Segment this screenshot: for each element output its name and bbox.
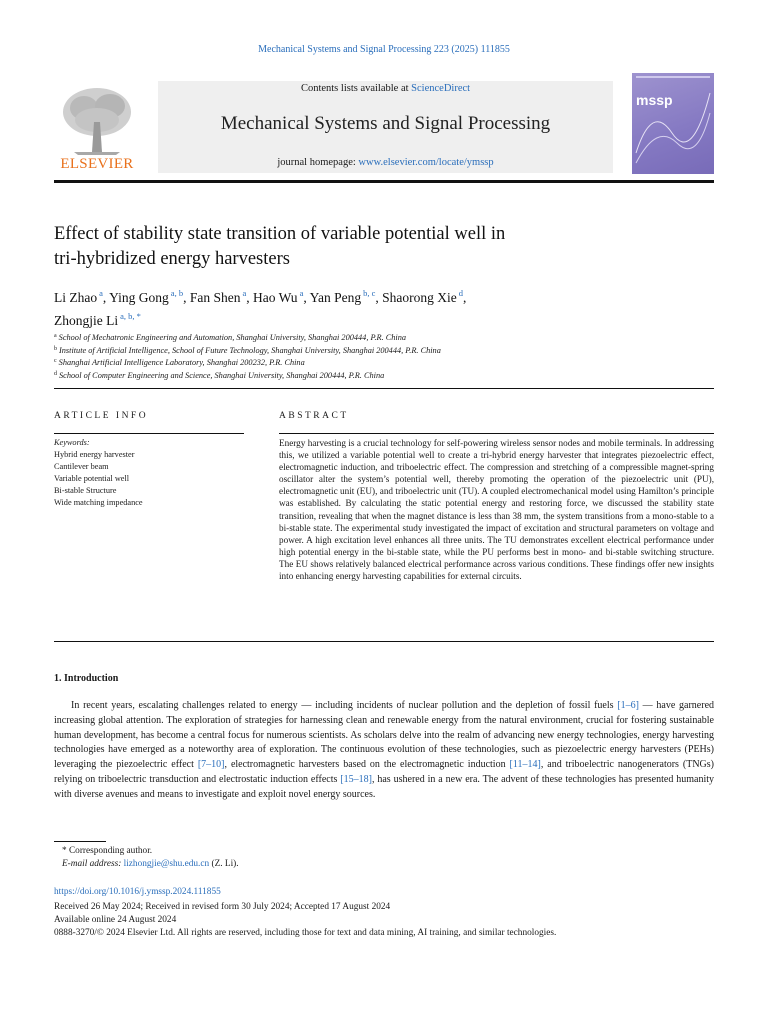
homepage-prefix: journal homepage: (277, 157, 356, 168)
keyword-item: Cantilever beam (54, 462, 109, 471)
intro-text: , and triboelectric nanogenerators (TNGs) relying on triboelectric transduction and electrostatic induction effects (54, 759, 714, 785)
keyword-item: Bi-stable Structure (54, 486, 117, 495)
intro-text: In recent years, escalating challenges related to energy — including incidents of nuclear pollution and the depletion of fossil fuels (71, 700, 614, 711)
affiliation-text: Shanghai Artificial Intelligence Laboratory, Shanghai 200232, P.R. China (58, 358, 305, 368)
received-dates: Received 26 May 2024; Received in revised form 30 July 2024; Accepted 17 August 2024 (54, 902, 391, 912)
citation-link[interactable]: [11–14] (509, 759, 541, 771)
keyword-item: Variable potential well (54, 474, 130, 483)
author-name[interactable]: Li Zhao (54, 290, 98, 305)
article-info-divider (54, 433, 244, 434)
intro-text: , electromagnetic harvesters based on the electromagnetic induction (224, 759, 510, 771)
homepage-line (158, 157, 613, 168)
author-name[interactable]: Fan Shen (189, 290, 241, 305)
affiliation-mark: a (54, 333, 57, 339)
available-online: Available online 24 August 2024 (54, 915, 177, 925)
keywords-block (54, 437, 244, 509)
author-name[interactable]: Hao Wu (252, 290, 298, 305)
author-affiliation-mark[interactable]: b, c (363, 288, 376, 298)
author-affiliation-mark[interactable]: a, b (170, 288, 184, 298)
introduction-paragraph (54, 699, 714, 803)
title-line-2: tri-hybridized energy harvesters (54, 249, 290, 269)
affiliation-text: Institute of Artificial Intelligence, School of Future Technology, Shanghai University, Shanghai 200444, P.R. China (59, 345, 441, 355)
sciencedirect-link[interactable]: ScienceDirect (411, 83, 471, 94)
article-info-heading: ARTICLE INFO (54, 411, 149, 421)
affiliation-text: School of Computer Engineering and Science, Shanghai University, Shanghai 200444, P.R. China (59, 371, 385, 381)
intro-text: , has ushered in a new era. The advent of these technologies has presented humanity with diverse avenues and means to investigate and exploit novel energy sources. (54, 773, 715, 800)
abstract-bottom-divider (54, 641, 714, 642)
email-note (62, 859, 239, 869)
keyword-item: Wide matching impedance (54, 498, 143, 507)
homepage-link[interactable]: www.elsevier.com/locate/ymssp (358, 157, 494, 168)
keywords-label: Keywords: (54, 438, 90, 447)
footnote-divider (54, 841, 106, 842)
title-line-1: Effect of stability state transition of variable potential well in (54, 224, 506, 244)
affiliation-divider (54, 388, 714, 389)
introduction-heading: 1. Introduction (54, 673, 119, 684)
abstract-divider (279, 433, 714, 434)
author-affiliation-mark[interactable]: d (458, 288, 464, 298)
affiliation-item (54, 344, 674, 357)
author-name[interactable]: Ying Gong (109, 290, 169, 305)
corresponding-author-note: * Corresponding author. (62, 846, 153, 856)
author-list: Li Zhao $^a$, Ying Gong $^{a, b}$, Fan Shen $^a$, Hao Wu $^a$, Yan Peng $^{b, c}$, Shaorong Xie $^d$, Zhongjie Li $^{a, b, *}$ (54, 288, 467, 328)
author-name[interactable]: Yan Peng (309, 290, 362, 305)
author-affiliation-mark[interactable]: a, b, * (120, 311, 141, 321)
header-divider (54, 180, 714, 183)
keyword-item: Hybrid energy harvester (54, 450, 135, 459)
author-affiliation-mark[interactable]: a (99, 288, 103, 298)
abstract-heading: ABSTRACT (279, 411, 349, 421)
email-suffix: (Z. Li). (211, 859, 239, 869)
cover-wave-icon (632, 73, 714, 174)
author-affiliation-mark[interactable]: a (299, 288, 304, 298)
email-link[interactable]: lizhongjie@shu.edu.cn (123, 859, 210, 869)
affiliation-item (54, 331, 674, 344)
journal-cover-image[interactable] (632, 73, 714, 174)
affiliation-item (54, 369, 674, 382)
intro-text: — have garnered increasing global attention. The exploration of strategies for harnessing clean and renewable energy from the natural environment, crucial for fostering sustainable human development, has become a central focus for numerous scientists. As scholars delve into the realm of advancing new energy technologies, energy harvesting technologies have emerged as a noteworthy area of exploration. The continuous evolution of these technologies, such as piezoelectric energy harvesters (PEHs) leveraging the piezoelectric effect (54, 700, 715, 771)
author-affiliation-mark[interactable]: a (242, 288, 247, 298)
author-name[interactable]: Zhongjie Li (54, 313, 119, 328)
journal-title: Mechanical Systems and Signal Processing (220, 113, 551, 134)
abstract-text: Energy harvesting is a crucial technology for self-powering wireless sensor nodes and mobile terminals. In addressing this, we utilized a variable potential well to create a tri-hybrid energy harvester that integrates piezoelectric effect, electromagnetic induction, and triboelectric effect. The compression and stretching of a compressible magnet-spring oscillator alter the system’s potential well, thereby promoting the operation of the piezoelectric unit (PU), electromagnetic unit (EU), and triboelectric unit (TU). A coupled electromechanical model using Hamilton’s principle was established. By calculating the static potential energy and restoring force, we discussed the stability state transition, revealing that when the magnet distance is less than 38 mm, the system transitions from a mono-stable to a bi-stable state. The experimental study investigated the impact of excitation and structural parameters on voltage and power. A high excitation level enhances all three units. The TU demonstrates excellent electrical performance under high potential energy in the bi-stable state, while the PU performs best in mono- and bi-stable switching structure. The EU shows relatively balanced electrical performance across various conditions. These findings offer new insights into enhancing energy harvesting capabilities for external circuits. (279, 438, 714, 582)
affiliation-item (54, 356, 674, 369)
email-label: E-mail address: (62, 859, 122, 869)
journal-reference-link[interactable]: Mechanical Systems and Signal Processing 223 (2025) 111855 (258, 44, 510, 55)
cover-title: mssp (636, 92, 673, 108)
elsevier-logo-text: ELSEVIER (60, 156, 134, 172)
affiliation-mark: d (54, 371, 57, 378)
affiliation-list (54, 331, 674, 382)
citation-link[interactable]: [15–18] (340, 773, 372, 785)
contents-line (158, 83, 613, 94)
affiliation-mark: b (54, 345, 57, 352)
affiliation-mark: c (54, 358, 57, 365)
author-name[interactable]: Shaorong Xie (382, 290, 457, 305)
citation-link[interactable]: [7–10] (197, 759, 225, 771)
paper-title (54, 222, 654, 272)
citation-link[interactable]: [1–6] (617, 700, 639, 711)
affiliation-text: School of Mechatronic Engineering and Automation, Shanghai University, Shanghai 200444, P.R. China (58, 333, 407, 342)
contents-prefix: Contents lists available at (300, 83, 409, 94)
doi-link[interactable]: https://doi.org/10.1016/j.ymssp.2024.111855 (54, 887, 221, 897)
copyright-line: 0888-3270/© 2024 Elsevier Ltd. All rights are reserved, including those for text and data mining, AI training, and similar technologies. (54, 928, 557, 938)
